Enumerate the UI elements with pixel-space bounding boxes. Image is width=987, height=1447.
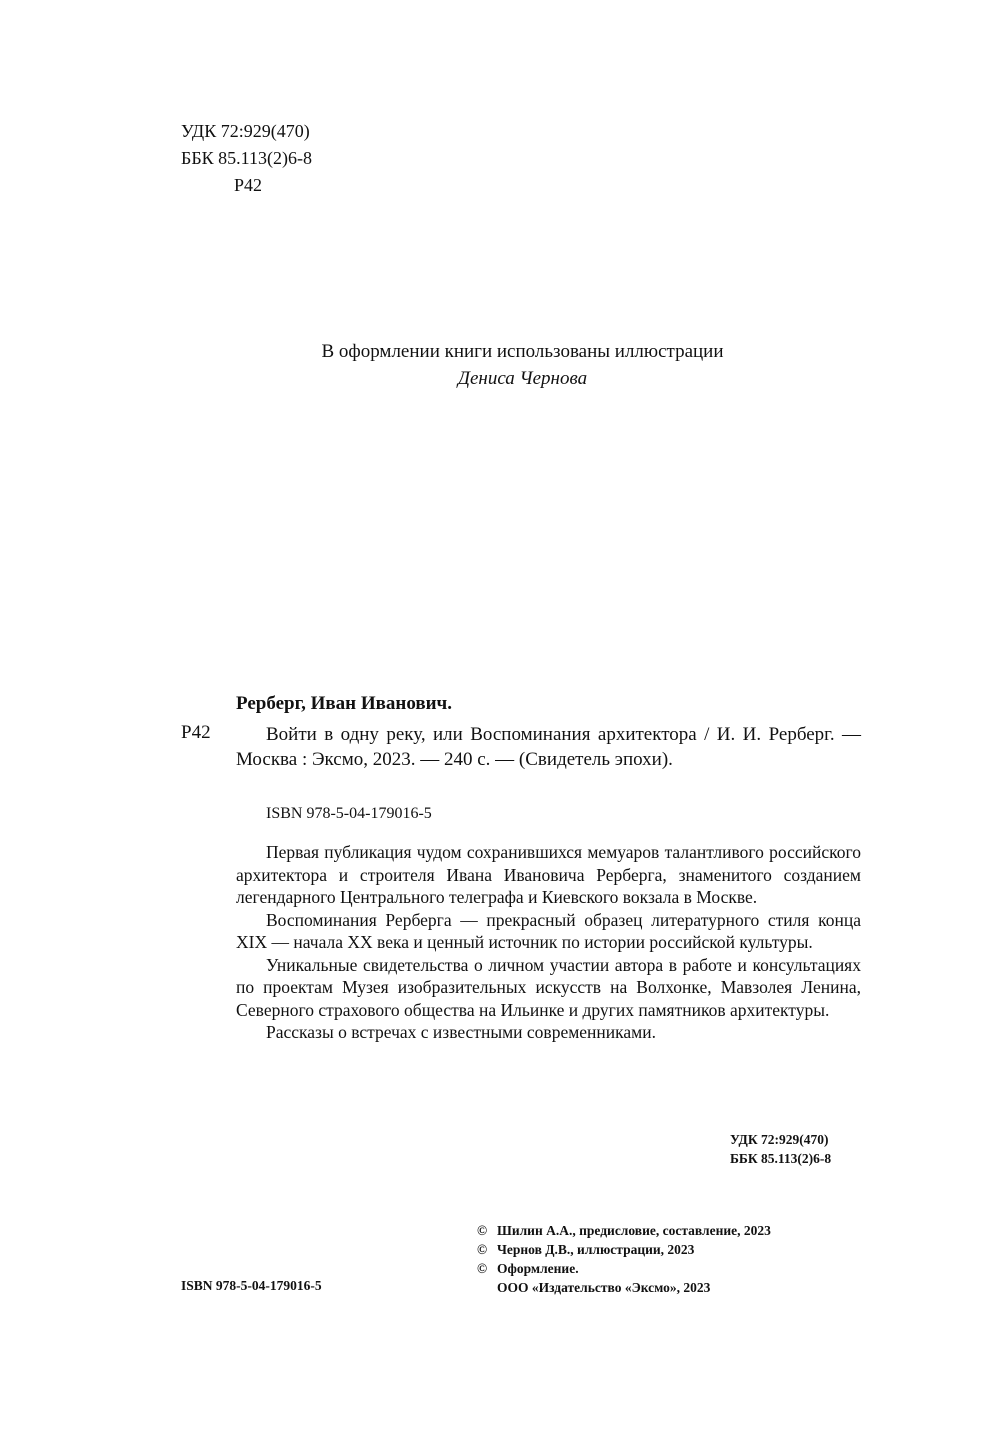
classification-block (181, 118, 312, 199)
bibliographic-author-mark: Р42 (181, 722, 211, 743)
copyright-symbol: © (477, 1242, 488, 1257)
copyright-block (477, 1221, 771, 1297)
publisher-line: ООО «Издательство «Эксмо», 2023 (497, 1280, 711, 1295)
footer-classification (730, 1130, 831, 1168)
annotation-paragraph: Воспоминания Рерберга — прекрасный образец литературного стиля конца XIX — начала XX века и ценный источник по истории российской культуры. (236, 909, 861, 952)
footer-isbn: ISBN 978-5-04-179016-5 (181, 1278, 322, 1293)
copyright-line (477, 1259, 771, 1278)
copyright-line (477, 1221, 771, 1240)
annotation-paragraph: Рассказы о встречах с известными современниками. (266, 1022, 656, 1042)
footer-bbk: ББК 85.113(2)6-8 (730, 1151, 832, 1166)
copyright-line (477, 1240, 771, 1259)
author-heading: Рерберг, Иван Иванович. (236, 693, 453, 714)
udc-code: УДК 72:929(470) (181, 121, 310, 141)
author-mark: Р42 (234, 175, 263, 195)
copyright-symbol: © (477, 1261, 488, 1276)
copyright-symbol: © (477, 1223, 488, 1238)
illustrator-name: Дениса Чернова (457, 368, 588, 389)
annotation (236, 841, 861, 1044)
illustrations-credit (0, 338, 987, 392)
illustrations-line: В оформлении книги использованы иллюстрации (321, 341, 724, 362)
bibliographic-description (236, 722, 861, 772)
annotation-paragraph: Первая публикация чудом сохранившихся мемуаров талантливого российского архитектора и строителя Ивана Ивановича Рерберга, знаменитого созданием легендарного Центрального телеграфа и Киевского вокзала в Москве. (236, 842, 861, 907)
annotation-paragraph: Уникальные свидетельства о личном участии автора в работе и консультациях по проектам Музея изобразительных искусств на Волхонке, Мавзолея Ленина, Северного страхового общества на Ильинке и других памятников архитектуры. (236, 954, 861, 1020)
description-text: Войти в одну реку, или Воспоминания архитектора / И. И. Рерберг. — Москва : Эксмо, 2023. — 240 с. — (Свидетель эпохи). (236, 724, 861, 770)
copyright-text: Шилин А.А., предисловие, составление, 2023 (497, 1223, 771, 1238)
isbn-line: ISBN 978-5-04-179016-5 (266, 805, 432, 822)
copyright-text: Оформление. (497, 1261, 579, 1276)
footer-udc: УДК 72:929(470) (730, 1132, 829, 1147)
copyright-text: Чернов Д.В., иллюстрации, 2023 (497, 1242, 695, 1257)
bbk-code: ББК 85.113(2)6-8 (181, 148, 312, 168)
